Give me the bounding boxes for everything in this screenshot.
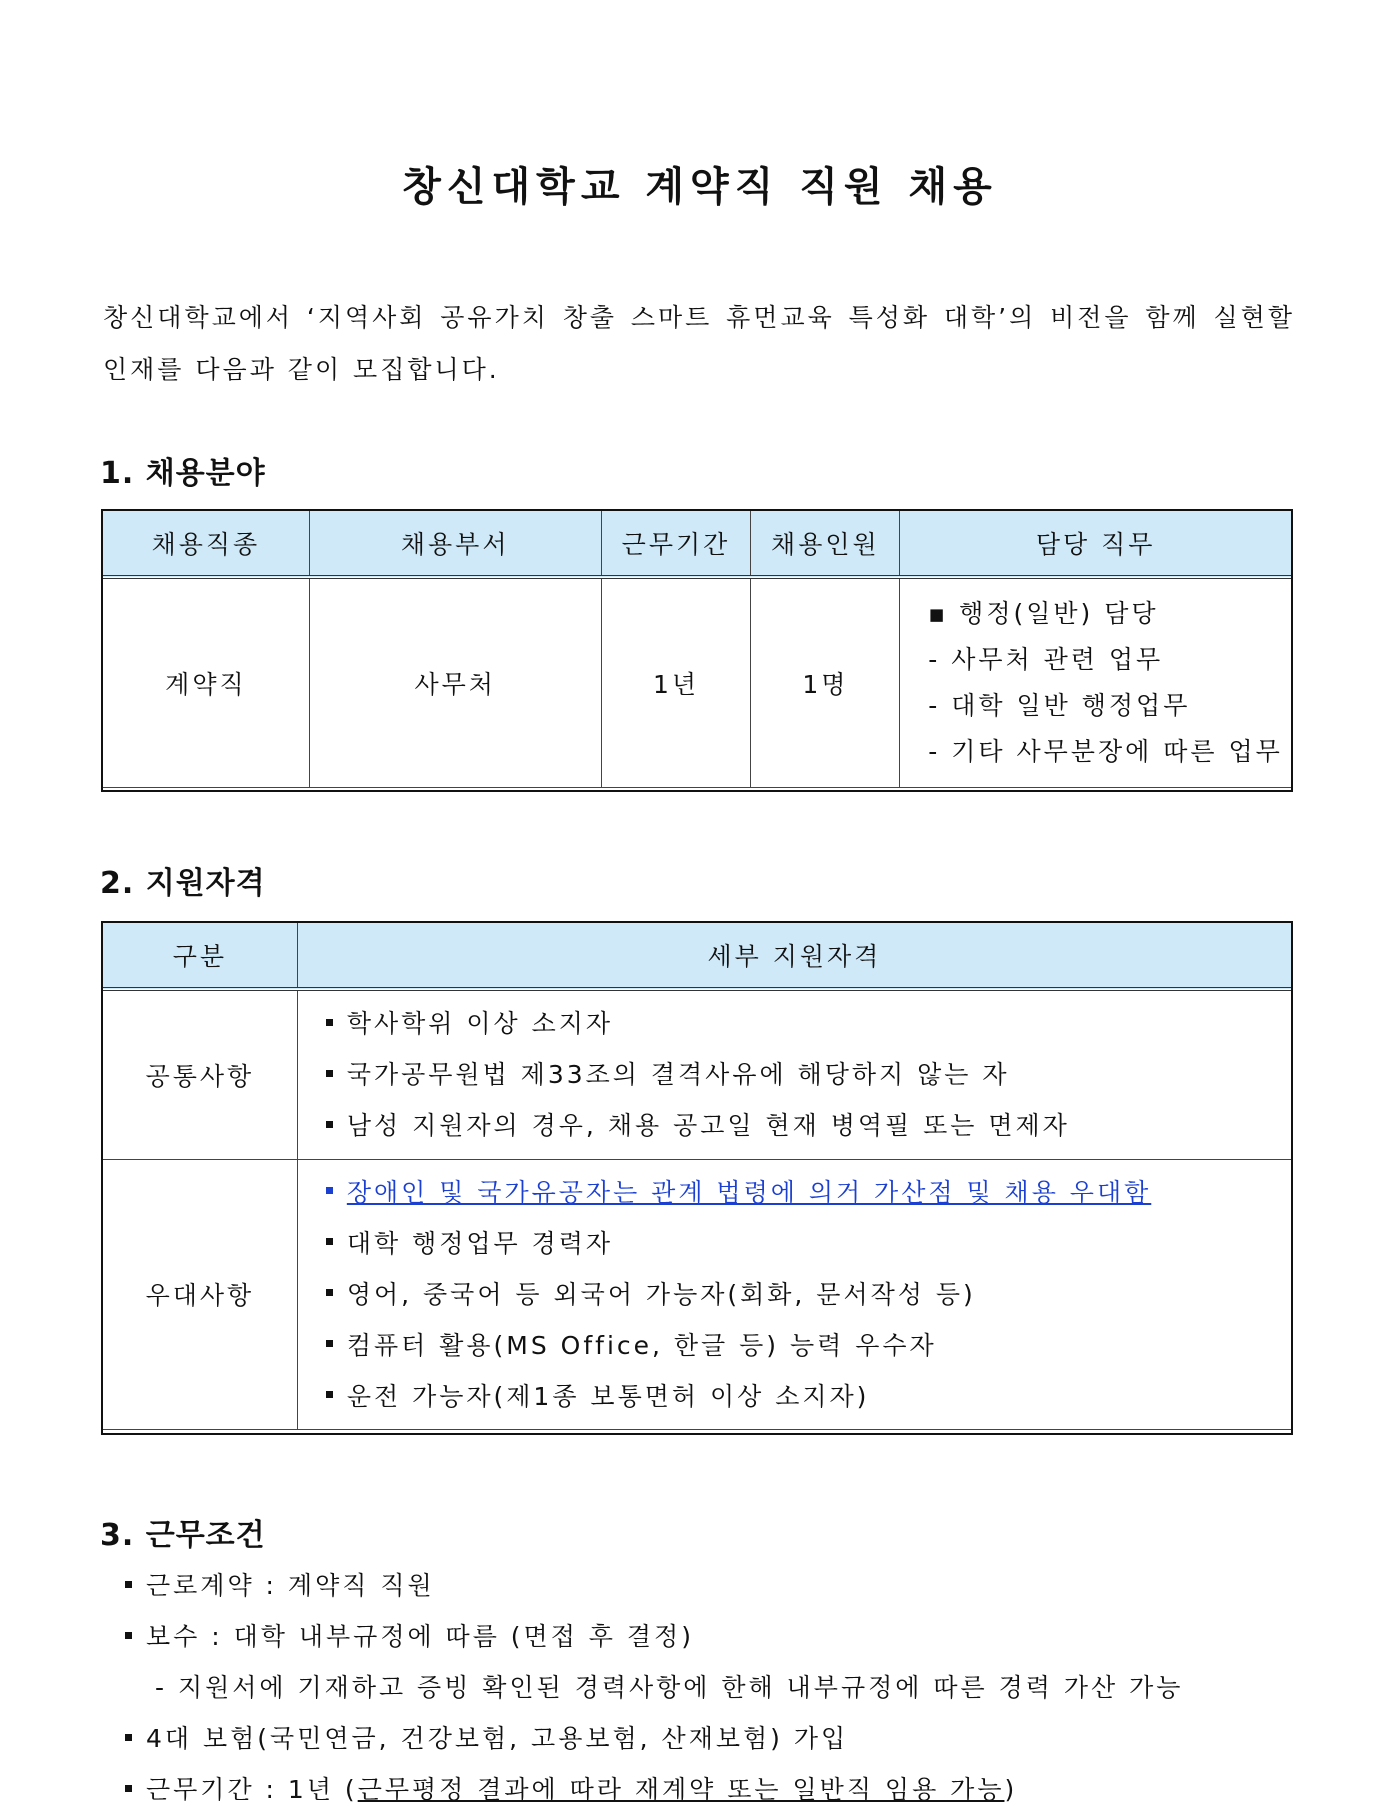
col-header-type: 채용직종 (103, 511, 310, 578)
section-heading-qualifications: 2. 지원자격 (100, 866, 266, 901)
intro-paragraph: 창신대학교에서 ‘지역사회 공유가치 창출 스마트 휴먼교육 특성화 대학’의 비전을 함께 실현할 인재를 다음과 같이 모집합니다. (103, 303, 1295, 384)
section-heading-work-conditions: 3. 근무조건 (100, 1518, 266, 1553)
duty-item: ▪ 행정(일반) 담당 (928, 598, 1159, 628)
preference-item: 대학 행정업무 경력자 (326, 1218, 1291, 1269)
condition-subitem: - 지원서에 기재하고 증빙 확인된 경력사항에 한해 내부규정에 따른 경력 가산 가능 (155, 1673, 1184, 1702)
duty-item: - 사무처 관련 업무 (928, 644, 1164, 674)
col-header-count: 채용인원 (751, 511, 900, 578)
condition-note-underlined: 근무평정 결과에 따라 재계약 또는 일반직 임용 가능 (357, 1775, 1005, 1804)
preference-item: 컴퓨터 활용(MS Office, 한글 등) 능력 우수자 (326, 1320, 1291, 1371)
cell-preferred-label: 우대사항 (103, 1159, 298, 1429)
condition-item: 보수 : 대학 내부규정에 따름 (면접 후 결정) (125, 1611, 1305, 1662)
preference-link[interactable]: 장애인 및 국가유공자는 관계 법령에 의거 가산점 및 채용 우대함 (326, 1167, 1291, 1218)
condition-item: 근로계약 : 계약직 직원 (125, 1560, 1305, 1611)
qualification-item: 학사학위 이상 소지자 (326, 998, 1291, 1049)
condition-item: 근무기간 : 1년 (근무평정 결과에 따라 재계약 또는 일반직 임용 가능) (125, 1764, 1305, 1815)
preference-item: 영어, 중국어 등 외국어 가능자(회화, 문서작성 등) (326, 1269, 1291, 1320)
condition-item: 4대 보험(국민연금, 건강보험, 고용보험, 산재보험) 가입 (125, 1713, 1305, 1764)
col-header-category: 구분 (103, 923, 298, 990)
cell-preferred-items (297, 1159, 1291, 1429)
qualification-item: 남성 지원자의 경우, 채용 공고일 현재 병역필 또는 면제자 (326, 1100, 1291, 1151)
cell-type: 계약직 (103, 577, 310, 787)
section-heading-recruitment-field: 1. 채용분야 (100, 456, 266, 491)
cell-duties (900, 577, 1292, 787)
col-header-duties: 담당 직무 (900, 511, 1292, 578)
duty-item: - 기타 사무분장에 따른 업무 (928, 736, 1283, 766)
cell-period: 1년 (601, 577, 751, 787)
col-header-period: 근무기간 (601, 511, 751, 578)
cell-count: 1명 (751, 577, 900, 787)
recruitment-table (102, 510, 1292, 788)
cell-dept: 사무처 (309, 577, 601, 787)
qualification-item: 국가공무원법 제33조의 결격사유에 해당하지 않는 자 (326, 1049, 1291, 1100)
col-header-details: 세부 지원자격 (297, 923, 1291, 990)
page-title: 창신대학교 계약직 직원 채용 (402, 164, 998, 210)
duty-item: - 대학 일반 행정업무 (928, 690, 1191, 720)
qualifications-table (102, 922, 1292, 1430)
col-header-dept: 채용부서 (309, 511, 601, 578)
preference-item: 운전 가능자(제1종 보통면허 이상 소지자) (326, 1371, 1291, 1422)
conditions-list (125, 1560, 1305, 1815)
cell-common-label: 공통사항 (103, 989, 298, 1159)
cell-common-items (297, 989, 1291, 1159)
